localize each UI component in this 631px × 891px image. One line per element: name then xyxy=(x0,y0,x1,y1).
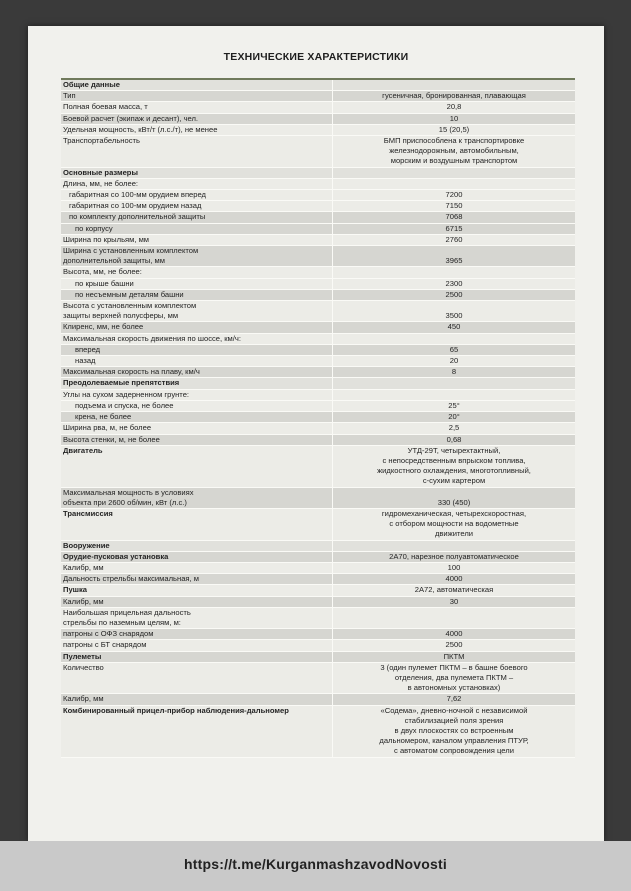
row-label: Ширина по крыльям, мм xyxy=(61,235,333,245)
table-row xyxy=(61,640,575,651)
table-row xyxy=(61,290,575,301)
row-value: 8 xyxy=(451,367,457,377)
row-label: Ширина с установленным комплектом дополнительной защиты, мм xyxy=(61,246,333,266)
table-row xyxy=(61,412,575,423)
row-value xyxy=(333,390,575,400)
row-label: крена, не более xyxy=(61,412,333,422)
row-value xyxy=(333,179,575,189)
row-value: 2,5 xyxy=(448,423,460,433)
row-value: 7150 xyxy=(445,201,463,211)
page-title: ТЕХНИЧЕСКИЕ ХАРАКТЕРИСТИКИ xyxy=(223,51,409,63)
row-value: 30 xyxy=(449,596,459,606)
row-value xyxy=(333,267,575,277)
table-row xyxy=(61,345,575,356)
row-value xyxy=(333,80,575,90)
row-label: по крыше башни xyxy=(61,279,333,289)
row-value: 3965 xyxy=(445,256,463,266)
table-row xyxy=(61,179,575,190)
table-row xyxy=(61,102,575,113)
row-label: Количество xyxy=(61,663,333,694)
table-row xyxy=(61,390,575,401)
table-row xyxy=(61,401,575,412)
row-label: Вооружение xyxy=(61,541,333,551)
table-row xyxy=(61,301,575,322)
table-row xyxy=(61,629,575,640)
table-row xyxy=(61,694,575,705)
table-row xyxy=(61,267,575,278)
table-row xyxy=(61,201,575,212)
row-label: Комбинированный прицел-прибор наблюдения-дальномер xyxy=(61,706,333,757)
row-label: патроны с ОФЗ снарядом xyxy=(61,629,333,639)
table-row xyxy=(61,190,575,201)
row-value: 20,8 xyxy=(446,102,462,112)
row-value: 7200 xyxy=(445,190,463,200)
row-label: Наибольшая прицельная дальность стрельбы по наземным целям, м: xyxy=(61,608,333,628)
table-row xyxy=(61,597,575,608)
table-row xyxy=(61,356,575,367)
footer-bar xyxy=(0,841,631,891)
footer-link[interactable]: https://t.me/KurganmashzavodNovosti xyxy=(184,856,447,872)
row-value: 20° xyxy=(448,412,460,422)
row-label: Дальность стрельбы максимальная, м xyxy=(61,574,333,584)
row-label: Основные размеры xyxy=(61,168,333,178)
table-row xyxy=(61,125,575,136)
table-row xyxy=(61,585,575,596)
row-label: Клиренс, мм, не более xyxy=(61,322,333,332)
row-value: 15 (20,5) xyxy=(438,124,470,134)
table-row xyxy=(61,91,575,102)
row-label: Высота, мм, не более: xyxy=(61,267,333,277)
row-label: Пулеметы xyxy=(61,652,333,662)
row-value: 2А72, автоматическая xyxy=(414,585,494,595)
row-value: 2500 xyxy=(445,289,463,299)
row-value xyxy=(333,541,575,551)
section-header-row xyxy=(61,541,575,552)
table-row xyxy=(61,563,575,574)
row-value: 4000 xyxy=(445,574,463,584)
table-row xyxy=(61,423,575,434)
row-value: УТД-29Т, четырехтактный, с непосредственным впрыском топлива, жидкостного охлаждения, многотопливный, с-сухим картером xyxy=(377,445,531,486)
row-label: Орудие-пусковая установка xyxy=(61,552,333,562)
row-value: гусеничная, бронированная, плавающая xyxy=(382,91,526,101)
table-row xyxy=(61,509,575,541)
row-label: по корпусу xyxy=(61,224,333,234)
row-label: Высота с установленным комплектом защиты верхней полусферы, мм xyxy=(61,301,333,321)
document-page xyxy=(28,26,604,841)
row-label: Трансмиссия xyxy=(61,509,333,540)
table-row xyxy=(61,367,575,378)
section-header-row xyxy=(61,80,575,91)
table-row xyxy=(61,552,575,563)
row-label: Ширина рва, м, не более xyxy=(61,423,333,433)
row-value: ПКТМ xyxy=(443,651,465,661)
row-value: 6715 xyxy=(445,223,463,233)
row-value xyxy=(333,168,575,178)
row-label: Тип xyxy=(61,91,333,101)
table-row xyxy=(61,488,575,509)
row-value: 3 (один пулемет ПКТМ – в башне боевого отделения, два пулемета ПКТМ – в автономных установках) xyxy=(380,662,528,693)
table-row xyxy=(61,212,575,223)
row-label: Углы на сухом задерненном грунте: xyxy=(61,390,333,400)
table-row xyxy=(61,322,575,333)
row-label: Калибр, мм xyxy=(61,694,333,704)
table-row xyxy=(61,435,575,446)
table-row xyxy=(61,136,575,168)
row-label: по комплекту дополнительной защиты xyxy=(61,212,333,222)
row-label: подъема и спуска, не более xyxy=(61,401,333,411)
row-label: габаритная со 100-мм орудием назад xyxy=(61,201,333,211)
row-label: Полная боевая масса, т xyxy=(61,102,333,112)
table-row xyxy=(61,114,575,125)
row-value xyxy=(333,334,575,344)
row-label: вперед xyxy=(61,345,333,355)
row-value: 20 xyxy=(449,356,459,366)
row-value: БМП приспособлена к транспортировке железнодорожным, автомобильным, морским и воздушным транспортом xyxy=(383,136,525,166)
table-row xyxy=(61,334,575,345)
row-label: по несъемным деталям башни xyxy=(61,290,333,300)
row-label: Высота стенки, м, не более xyxy=(61,435,333,445)
row-label: патроны с БТ снарядом xyxy=(61,640,333,650)
row-label: Длина, мм, не более: xyxy=(61,179,333,189)
row-value: 330 (450) xyxy=(437,497,471,507)
row-value: 450 xyxy=(447,322,461,332)
table-row xyxy=(61,706,575,758)
table-row xyxy=(61,279,575,290)
row-value: 2300 xyxy=(445,278,463,288)
row-value: 7,62 xyxy=(446,694,462,704)
row-label: назад xyxy=(61,356,333,366)
table-row xyxy=(61,574,575,585)
table-row xyxy=(61,663,575,695)
table-row xyxy=(61,224,575,235)
table-row xyxy=(61,246,575,267)
row-label: Транспортабельность xyxy=(61,136,333,167)
row-value: 25° xyxy=(448,400,460,410)
row-label: Преодолеваемые препятствия xyxy=(61,378,333,388)
row-label: Двигатель xyxy=(61,446,333,487)
row-value: 4000 xyxy=(445,629,463,639)
row-value: 100 xyxy=(447,562,461,572)
table-row xyxy=(61,652,575,663)
row-value: 65 xyxy=(449,344,459,354)
row-value: 3500 xyxy=(445,311,463,321)
row-value xyxy=(333,608,575,628)
specifications-table xyxy=(61,78,575,758)
table-row xyxy=(61,235,575,246)
table-row xyxy=(61,608,575,629)
row-label: Максимальная мощность в условиях объекта при 2600 об/мин, кВт (л.с.) xyxy=(61,488,333,508)
row-value: «Содема», дневно-ночной с независимой стабилизацией поля зрения в двух плоскостях со встроенным дальномером, каналом управления ПТУР, с автоматом сопровождения цели xyxy=(379,705,529,756)
row-value: 2500 xyxy=(445,640,463,650)
row-label: Боевой расчет (экипаж и десант), чел. xyxy=(61,114,333,124)
row-value: 0,68 xyxy=(446,434,462,444)
row-value: 7068 xyxy=(445,212,463,222)
row-value xyxy=(333,378,575,388)
row-label: Пушка xyxy=(61,585,333,595)
row-value: 10 xyxy=(449,113,459,123)
row-value: 2760 xyxy=(445,234,463,244)
row-label: Максимальная скорость на плаву, км/ч xyxy=(61,367,333,377)
row-label: Максимальная скорость движения по шоссе, км/ч: xyxy=(61,334,333,344)
section-header-row xyxy=(61,378,575,389)
row-label: Калибр, мм xyxy=(61,563,333,573)
table-row xyxy=(61,446,575,488)
section-header-row xyxy=(61,168,575,179)
row-value: гидромеханическая, четырехскоростная, с отбором мощности на водометные движители xyxy=(381,508,527,539)
row-label: Общие данные xyxy=(61,80,333,90)
row-label: габаритная со 100-мм орудием вперед xyxy=(61,190,333,200)
row-value: 2А70, нарезное полуавтоматическое xyxy=(389,551,519,561)
row-label: Калибр, мм xyxy=(61,597,333,607)
row-label: Удельная мощность, кВт/т (л.с./т), не менее xyxy=(61,125,333,135)
